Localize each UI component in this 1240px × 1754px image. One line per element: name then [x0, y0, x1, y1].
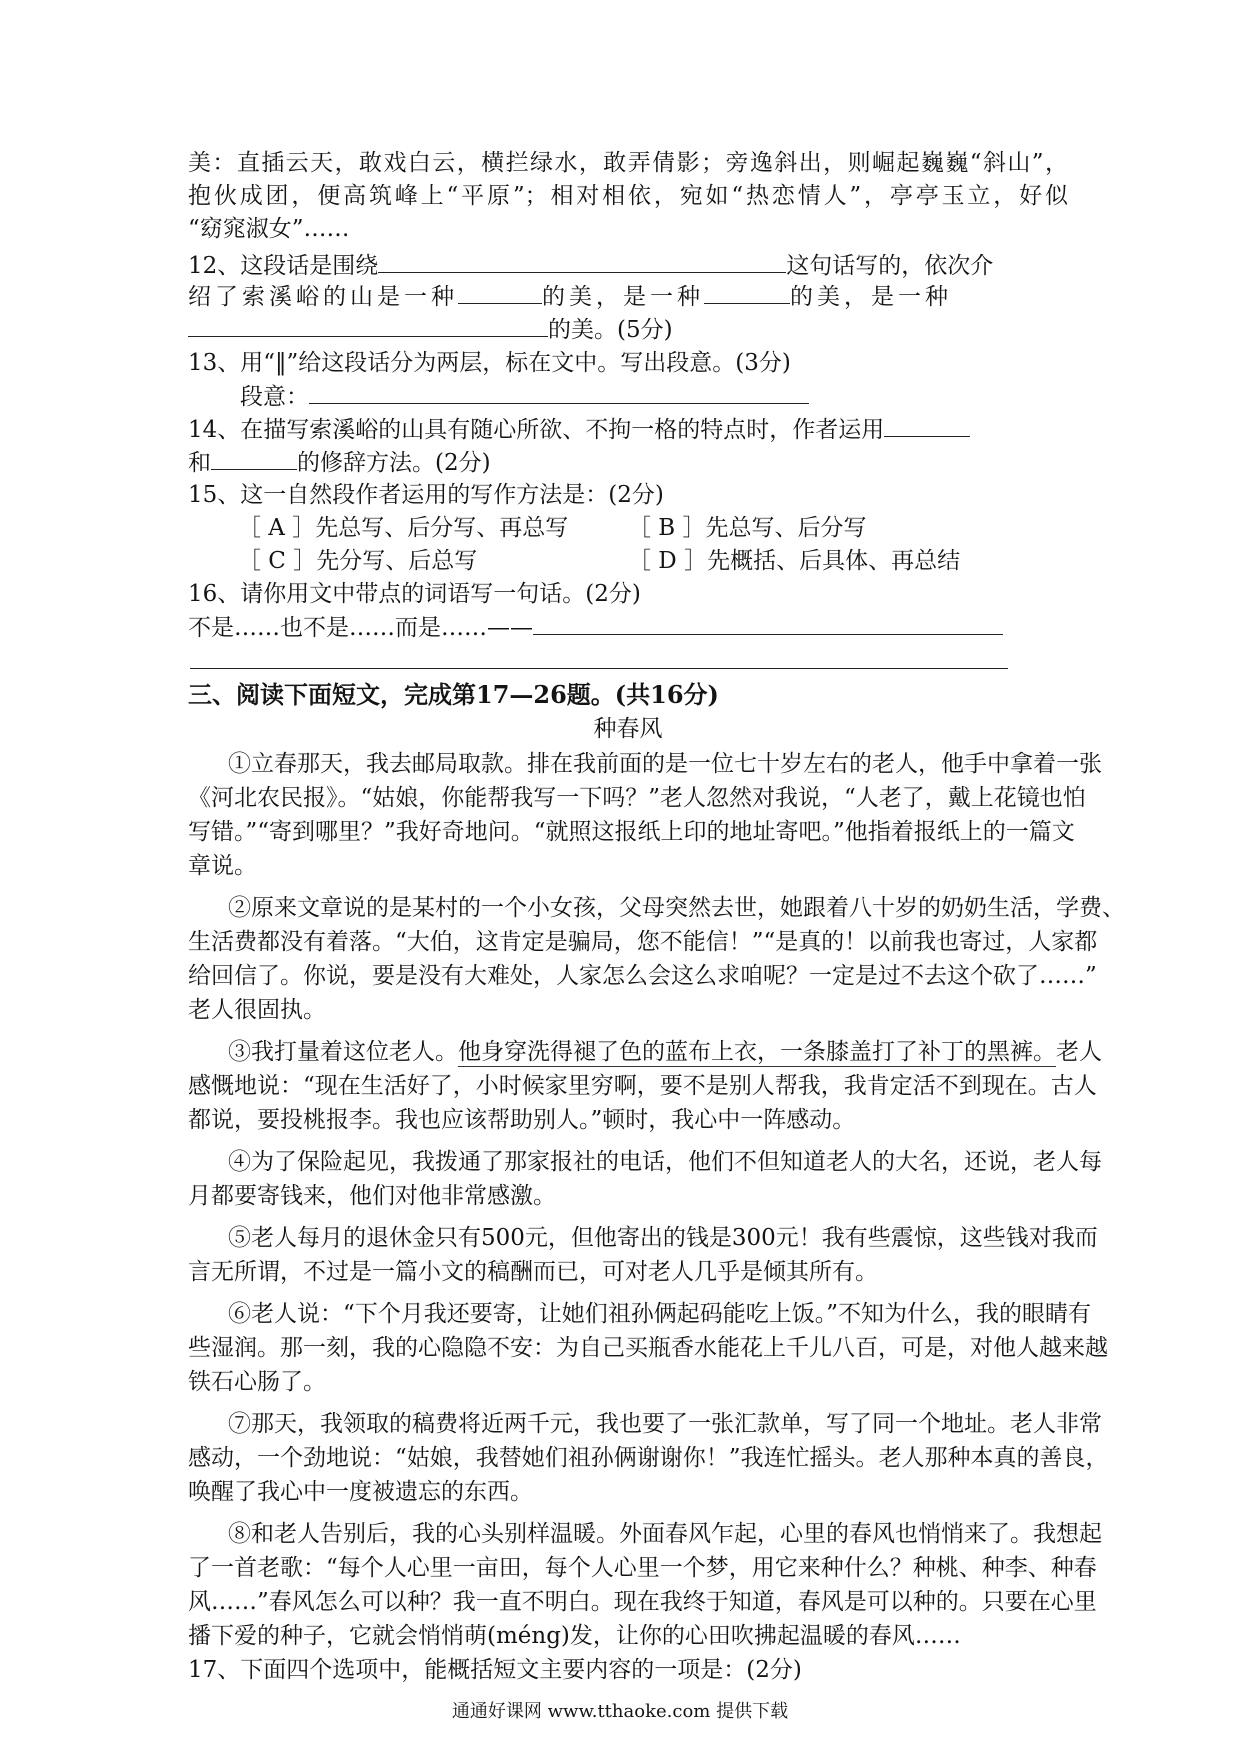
- question-14-line-1: [188, 414, 1068, 445]
- story-text: ③我打量着这位老人。: [228, 1039, 458, 1065]
- story-line: ⑧和老人告别后，我的心头别样温暖。外面春风乍起，心里的春风也悄悄来了。我想起: [228, 1521, 1102, 1547]
- passage-line: 美：直插云天，敢戏白云，横拦绿水，敢弄倩影；旁逸斜出，则崛起巍巍“斜山”，: [188, 150, 1068, 176]
- story-line: 都说，要投桃报李。我也应该帮助别人。”顿时，我心中一阵感动。: [188, 1107, 856, 1133]
- question-12-line-2: [188, 281, 1068, 312]
- story-line: ①立春那天，我去邮局取款。排在我前面的是一位七十岁左右的老人，他手中拿着一张: [228, 751, 1102, 777]
- story-line: 月都要寄钱来，他们对他非常感激。: [188, 1183, 556, 1209]
- answer-blank[interactable]: [884, 414, 970, 437]
- q12-text: 12、这段话是围绕: [188, 253, 379, 279]
- story-line: ④为了保险起见，我拨通了那家报社的电话，他们不但知道老人的大名，还说，老人每: [228, 1149, 1102, 1175]
- q16-answer-line: [188, 612, 1068, 643]
- story-line: 给回信了。你说，要是没有大难处，人家怎么会这么求咱呢？一定是过不去这个砍了……”: [188, 963, 1097, 989]
- answer-blank[interactable]: [533, 612, 1003, 635]
- q16-prompt: 不是……也不是……而是……——: [188, 615, 533, 641]
- answer-blank[interactable]: [704, 281, 790, 304]
- story-line: 感动，一个劲地说：“姑娘，我替她们祖孙俩谢谢你！”我连忙摇头。老人那种本真的善良，: [188, 1445, 1109, 1471]
- story-line: 风……”春风怎么可以种？我一直不明白。现在我终于知道，春风是可以种的。只要在心里: [188, 1589, 1097, 1615]
- answer-blank[interactable]: [188, 314, 548, 337]
- story-line: 老人很固执。: [188, 997, 326, 1023]
- q14-text: 和: [188, 450, 211, 476]
- story-line: 铁石心肠了。: [188, 1369, 326, 1395]
- story-line: ⑥老人说：“下个月我还要寄，让她们祖孙俩起码能吃上饭。”不知为什么，我的眼睛有: [228, 1301, 1092, 1327]
- answer-blank[interactable]: [458, 281, 542, 304]
- story-line: ②原来文章说的是某村的一个小女孩，父母突然去世，她跟着八十岁的奶奶生活，学费、: [228, 895, 1125, 921]
- passage-line: “窈窕淑女”……: [188, 216, 350, 242]
- passage-line: 抱伙成团，便高筑峰上“平原”；相对相依，宛如“热恋情人”，亭亭玉立，好似: [188, 183, 1068, 209]
- story-line: [228, 1037, 1102, 1067]
- section-heading: 三、阅读下面短文，完成第17—26题。(共16分): [188, 680, 719, 709]
- story-title: 种春风: [593, 716, 663, 742]
- story-line: ⑤老人每月的退休金只有500元，但他寄出的钱是300元！我有些震惊，这些钱对我而: [228, 1225, 1098, 1251]
- story-line: 感慨地说：“现在生活好了，小时候家里穷啊，要不是别人帮我，我肯定活不到现在。古人: [188, 1073, 1097, 1099]
- story-line: 言无所谓，不过是一篇小文的稿酬而已，可对老人几乎是倾其所有。: [188, 1259, 878, 1285]
- q12-text: 的美，是一种: [790, 284, 952, 310]
- question-17: 17、下面四个选项中，能概括短文主要内容的一项是：(2分): [188, 1657, 802, 1683]
- story-line: 章说。: [188, 853, 257, 879]
- option-c[interactable]: ［ C ］先分写、后总写: [238, 548, 478, 574]
- story-line: 播下爱的种子，它就会悄悄萌(méng)发，让你的心田吹拂起温暖的春风……: [188, 1623, 961, 1649]
- story-line: 写错。”“寄到哪里？”我好奇地问。“就照这报纸上印的地址寄吧。”他指着报纸上的一篇文: [188, 819, 1075, 845]
- option-b[interactable]: ［ B ］先总写、后分写: [628, 515, 867, 541]
- q12-text: 的美，是一种: [542, 284, 704, 310]
- story-line: 《河北农民报》。“姑娘，你能帮我写一下吗？”老人忽然对我说，“人老了，戴上花镜也怕: [188, 785, 1086, 811]
- option-a[interactable]: ［ A ］先总写、后分写、再总写: [238, 515, 569, 541]
- q14-text: 的修辞方法。(2分): [297, 450, 491, 476]
- q12-text: 的美。(5分): [548, 317, 673, 343]
- q13-answer-line: [240, 381, 1120, 412]
- story-line: 唤醒了我心中一度被遗忘的东西。: [188, 1479, 533, 1505]
- answer-blank[interactable]: [309, 381, 809, 404]
- answer-blank[interactable]: [211, 447, 297, 470]
- story-text: 老人: [1056, 1039, 1102, 1065]
- q13-label: 段意：: [240, 384, 309, 410]
- question-12-line-3: [188, 314, 1068, 345]
- q12-text: 绍了索溪峪的山是一种: [188, 284, 458, 310]
- answer-blank[interactable]: [190, 668, 1008, 669]
- option-d[interactable]: ［ D ］先概括、后具体、再总结: [628, 548, 961, 574]
- question-12-line-1: [188, 250, 1068, 281]
- story-line: 些湿润。那一刻，我的心隐隐不安：为自己买瓶香水能花上千儿八百，可是，对他人越来越: [188, 1335, 1108, 1361]
- q14-text: 14、在描写索溪峪的山具有随心所欲、不拘一格的特点时，作者运用: [188, 417, 885, 443]
- question-15: 15、这一自然段作者运用的写作方法是：(2分): [188, 482, 664, 508]
- underlined-sentence: 他身穿洗得褪了色的蓝布上衣，一条膝盖打了补丁的黑裤。: [458, 1039, 1056, 1065]
- answer-blank[interactable]: [378, 250, 786, 273]
- question-13: 13、用“‖”给这段话分为两层，标在文中。写出段意。(3分): [188, 350, 791, 376]
- story-line: 生活费都没有着落。“大伯，这肯定是骗局，您不能信！”“是真的！以前我也寄过，人家都: [188, 929, 1098, 955]
- question-14-line-2: [188, 447, 1068, 478]
- question-16: 16、请你用文中带点的词语写一句话。(2分): [188, 581, 641, 607]
- q12-text: 这句话写的，依次介: [786, 253, 994, 279]
- page-footer: 通通好课网 www.tthaoke.com 提供下载: [451, 1701, 789, 1722]
- story-line: ⑦那天，我领取的稿费将近两千元，我也要了一张汇款单，写了同一个地址。老人非常: [228, 1411, 1102, 1437]
- story-line: 了一首老歌：“每个人心里一亩田，每个人心里一个梦，用它来种什么？种桃、种李、种春: [188, 1555, 1097, 1581]
